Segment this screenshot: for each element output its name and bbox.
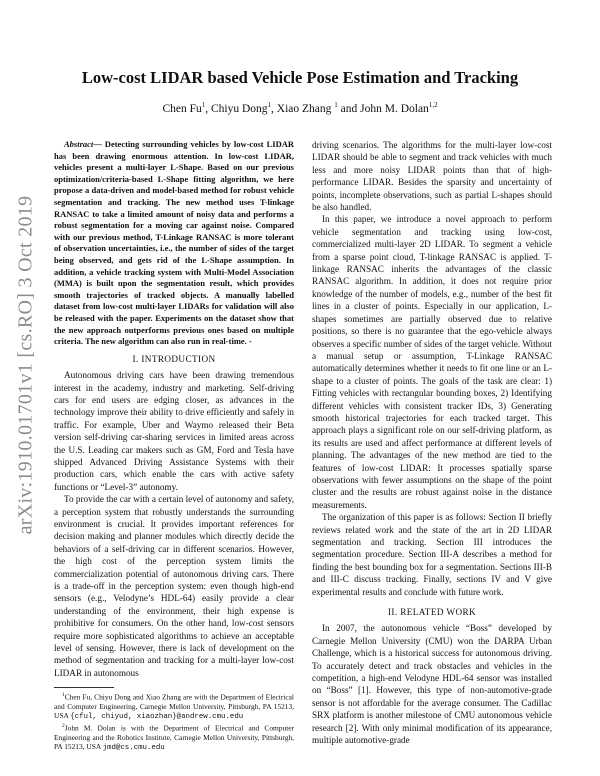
paragraph: In 2007, the autonomous vehicle “Boss” developed by Carnegie Mellon University (CMU) won the DARPA Urban Challenge, which is a historical success for autonomous driving. To accurately detect and track obstacles and vehicles in the competition, a high-end Velodyne HDL-64 sensor was installed on “Boss” [1]. However, this type of non-automotive-grade sensor is not affordable for the average consumer. The Cadillac SRX platform is another milestone of CMU autonomous vehicle research [2]. With only minimal modification of its appearance, multiple automotive-grade [312,623,552,746]
paper-title: Low-cost LIDAR based Vehicle Pose Estimation and Tracking [81,68,519,87]
paragraph-continued: driving scenarios. The algorithms for the multi-layer low-cost LIDAR should be able to segment and track vehicles with much less and more noisy LIDAR points than that of high-performance LIDAR. Besides the sparsity and uncertainty of points, incomplete observations, such as partial L-shapes should be also handled. [312,140,552,213]
paragraph: The organization of this paper is as follows: Section II briefly reviews related work and the state of the art in 2D LIDAR segmentation and tracking. Section III introduces the segmentation procedure. Section III-A describes a method for finding the best bounding box for a segmentation. Sections III-B and III-C discuss tracking. Finally, sections IV and V give experimental results and conclude with future work. [312,512,552,597]
abstract-text: — Detecting surrounding vehicles by low-cost LIDAR has been drawing enormous attention. In low-cost LIDAR, vehicles present a multi-layer L-Shape. Based on our previous optimization/criteria-based L-Shape fitting algorithm, we here propose a data-driven and model-based method for robust vehicle segmentation and tracking. The new method uses T-linkage RANSAC to take a limited amount of noisy data and performs a robust segmentation for a moving car against noise. Compared with our previous method, T-Linkage RANSAC is more tolerant of observation uncertainties, i.e., the number of sides of the target being observed, and gets rid of the L-Shape assumption. In addition, a vehicle tracking system with Multi-Model Association (MMA) is built upon the segmentation result, which provides smooth trajectories of tracked objects. A manually labelled dataset from low-cost multi-layer LIDARs for validation will also be released with the paper. Experiments on the dataset show that the new approach outperforms previous ones based on multiple criteria. The new algorithm can also run in real-time. - [54,139,294,347]
author-name: Xiao Zhang [276,102,332,115]
author-list: Chen Fu$^1$, Chiyu Dong$^1$, Xiao Zhang $^1$ and John M. Dolan$^{1,2}$ [162,101,438,115]
paragraph: Autonomous driving cars have been drawing tremendous interest in the academy, industry and marketing. Self-driving cars for end users are edging closer, as advances in the technology improve their ability to drive efficiently and safely in traffic. For example, Uber and Waymo released their Beta version self-driving car-sharing services in limited areas across the U.S. Leading car makers such as GM, Ford and Tesla have shipped Advanced Driving Assistance Systems with their production cars, which enable the cars with active safety functions or “Level-3” autonomy. [54,370,294,492]
left-column [54,139,294,753]
footnote-text: John M. Dolan is with the Department of Electrical and Computer Engineering and the Robotics Institute, Carnegie Mellon University, Pittsburgh, PA 15213, USA [54,723,294,752]
author-affiliation: 1,2 [428,101,438,109]
paragraph: To provide the car with a certain level of autonomy and safety, a perception system that robustly understands the surrounding environment is crucial. It provides important references for decision making and planner modules which directly decide the behaviors of a self-driving car in different scenarios. However, the high cost of the perception system limits the commercialization potential of autonomous driving cars. There is a trade-off in the perception system: even though high-end sensors (e.g., Velodyne’s HDL-64) easily provide a clear understanding of the environment, their high expense is prohibitive for consumers. On the other hand, low-cost sensors require more sophisticated algorithms to achieve an acceptable level of sensing. However, there is lack of development on the method of segmentation and tracking for a multi-layer low-cost LIDAR in autonomous [54,494,294,678]
author-affiliation: 1 [267,101,272,109]
section-heading-related-work: II. RELATED WORK [387,607,477,618]
right-column [312,139,552,747]
author-affiliation: 1 [334,101,338,109]
section-heading-introduction: I. INTRODUCTION [132,353,216,364]
footnote-divider [54,687,114,688]
author-affiliation: 1 [201,101,206,109]
footnote [54,691,294,722]
footnote-email: {cful, chiyud, xiaozhan}@andrew.cmu.edu [70,713,244,722]
author-name: John M. Dolan [360,102,429,115]
footnote-email: jmd@cs.cmu.edu [102,744,165,753]
author-name: Chiyu Dong [210,102,268,115]
abstract [54,139,294,348]
footnote-text: Chen Fu, Chiyu Dong and Xiao Zhang are with the Department of Electrical and Computer Engineering, Carnegie Mellon University, Pittsburgh, PA 15213, USA [54,692,294,721]
footnote-marker: 2 [62,723,65,730]
abstract-label: Abstract [64,139,94,149]
arxiv-identifier [6,160,46,570]
author-name: Chen Fu [162,102,202,115]
paragraph: In this paper, we introduce a novel approach to perform vehicle segmentation and tracking using low-cost, commercialized multi-layer 2D LIDAR. To segment a vehicle from a sparse point cloud, T-linkage RANSAC is applied. T-linkage RANSAC inherits the advantages of the classic RANSAC algorithm. In addition, it does not require prior knowledge of the number of models, e.g., number of the best fit lines in a cluster of points. Especially in our application, L-shapes sometimes are partially observed due to relative positions, so there is no guarantee that the ego-vehicle always observes a specific number of sides of the target vehicle. Without a manual setup or assumption, T-Linkage RANSAC automatically determines whether it needs to fit one line or an L-shape to a cluster of points. The goals of the task are clear: 1) Fitting vehicles with rectangular bounding boxes, 2) Identifying different vehicles with consistent tracker IDs, 3) Generating smooth historical trajectories for each tracked target. This approach plays a significant role on our self-driving platform, as its results are used and affect performance at different levels of planning. The advantages of the new method are tied to the features of low-cost LIDAR: It processes spatially sparse observations with fewer assumptions on the shape of the point cluster and the results are robust against noise in the distance measurements. [312,214,552,510]
arxiv-id-text: arXiv:1910.01701v1 [cs.RO] 3 Oct 2019 [14,195,37,535]
footnote [54,722,294,753]
footnote-marker: 1 [62,692,65,699]
